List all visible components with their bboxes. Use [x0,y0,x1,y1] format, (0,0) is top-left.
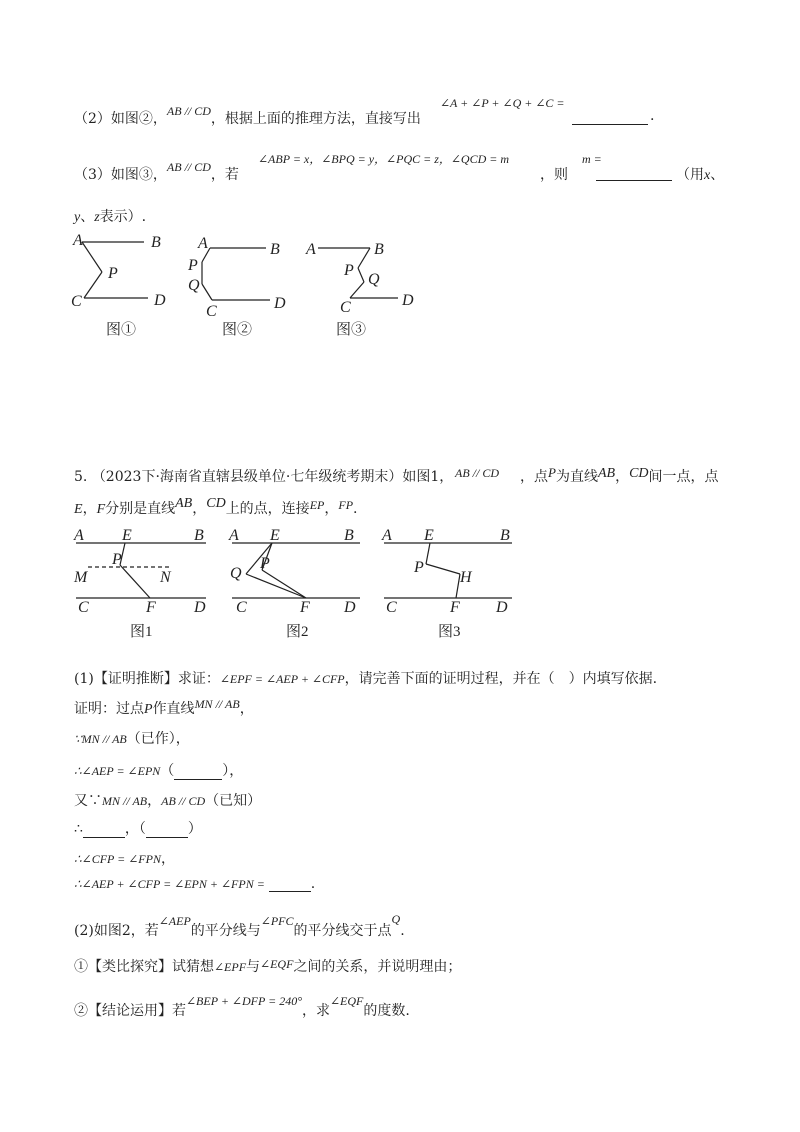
q4-fig2-label-a: A [198,235,208,252]
q5-part2-s1c: 与 [246,959,261,975]
q5-proof-line7 [74,876,315,892]
q5-proof3b: （ [160,763,175,779]
q4-fig3 [318,248,398,298]
q5-CD: CD [629,466,649,481]
q4-fig3-line-pq [358,268,364,282]
q5-fig3-line-ph [426,564,460,574]
q4-p2-parallel: AB // CD [166,104,211,118]
q5-part2-c: 的平分线交于点 [293,923,392,939]
q5-proof3-blank[interactable] [174,765,222,780]
q5-proof5-blank1[interactable] [83,823,125,838]
q4-fig3-caption: 图③ [336,322,367,338]
q5-fig2-line-pf [262,570,306,598]
q4-fig2-caption: 图② [222,322,253,338]
q5-proof-line5 [74,818,202,838]
q5-proof-line6 [74,848,175,868]
q5-fig2-label-a: A [229,527,239,544]
q5-fig2-label-c: C [236,599,247,616]
q4-fig3-label-d: D [402,292,414,309]
q4-p3-biaoshi: 表示）. [99,209,147,225]
q4-p3-prefix: （3）如图③， [74,167,167,183]
q4-fig2-label-b: B [270,241,280,258]
q5-proof5b: ，（ [124,821,146,837]
q5-fig3-line-ep [426,543,430,564]
q5-part1-line [74,668,657,688]
q5-part2-b: 的平分线与 [190,923,261,939]
q5-header-line1b [520,466,719,486]
q5-F: F [96,502,106,517]
q5-part2-s2e: 的度数. [363,1003,410,1019]
q4-fig2-label-d: D [274,295,286,312]
q5-proof6b: ， [160,851,175,867]
q4-fig2-line-qc [202,284,212,300]
q5-fig3-caption: 图3 [438,624,461,640]
q5-proof-line1 [74,698,254,718]
q5-fig1-label-b: B [194,527,204,544]
q4-p3-ruo: ，若 [210,167,239,183]
q4-fig1-label-d: D [154,292,166,309]
q5-part2-line [74,912,405,940]
q5-proof4d: AB // CD [161,794,206,808]
q5-fig3-label-f: F [450,599,460,616]
q5-sep2: ， [192,501,207,517]
q5-fig1-label-a: A [74,527,84,544]
q5-fig3 [384,543,512,598]
q5-part2-s1e: 之间的关系，并说明理由； [293,959,462,975]
q5-fig1-label-p: P [112,551,122,568]
q5-rest2: 为直线 [555,469,598,485]
q5-fig1-label-f: F [146,599,156,616]
q5-header-line2 [74,498,357,518]
q5-proof5a: ∴ [74,821,83,837]
q5-EP: EP [309,498,325,512]
q4-p3-x: x [704,168,711,183]
q4-p3-ze: ，则 [540,167,568,183]
q5-part2-a: (2)如图2，若 [74,923,159,939]
q5-lianjie: 上的点，连接 [225,501,310,517]
q5-proof2a: ∵MN // AB [74,732,127,746]
q5-CD2: CD [206,496,226,511]
q5-fig1 [76,543,206,598]
q5-sep3: ， [324,501,339,517]
q5-figures [60,524,530,644]
q5-proof7b: . [310,876,316,892]
q5-fig2-label-q: Q [230,565,242,582]
q5-proof1c: 作直线 [152,701,195,717]
q5-fig2-label-b: B [344,527,354,544]
q5-proof2b: （已作）， [126,731,190,747]
q5-header-line1 [74,466,453,486]
q5-part2-s2a: ②【结论运用】若 [74,1003,186,1019]
q5-fig3-label-p: P [414,559,424,576]
q4-p2-prefix: （2）如图②， [74,111,167,127]
q4-fig2-label-c: C [206,303,217,320]
q4-p3-sep: 、 [80,209,95,225]
q5-fig3-label-h: H [460,569,472,586]
q4-fig3-label-p: P [344,262,354,279]
q4-fig3-label-c: C [340,299,351,316]
q5-P: P [548,465,556,480]
q5-fig2-line-qf [246,574,306,598]
q5-proof4e: （已知） [205,793,262,809]
q4-fig1-label-a: A [73,232,83,249]
q5-fig2-label-p: P [260,555,270,572]
q4-fig1-label-p: P [108,265,118,282]
q5-proof6: ∴∠CFP = ∠FPN [74,852,161,866]
q5-fig1-label-n: N [160,569,171,586]
q4-fig1-label-b: B [151,234,161,251]
q5-source: （2023下·海南省直辖县级单位·七年级统考期末）如图1， [91,469,454,485]
q5-proof7-blank[interactable] [269,877,311,892]
q5-proof3a: ∴∠AEP = ∠EPN [74,764,161,778]
q4-p2-expr: ∠A + ∠P + ∠Q + ∠C = [440,96,565,110]
q4-fig2 [202,248,270,300]
q5-num: 5. [74,469,88,485]
q5-fig1-label-m: M [74,569,88,586]
q5-fig1-label-d: D [194,599,206,616]
q4-p3-yong: （用 [676,167,704,183]
q5-sep1: ， [82,501,97,517]
q5-fig3-label-c: C [386,599,397,616]
q5-proof4b: MN // AB [102,794,148,808]
q5-part2-s2d: ∠EQF [330,994,364,1008]
q5-proof1e: ， [239,701,254,717]
q5-fig3-label-b: B [500,527,510,544]
q5-proof5-blank2[interactable] [146,823,188,838]
q4-fig3-label-b: B [374,241,384,258]
q5-part2-s1d: ∠EQF [260,957,294,971]
q4-fig3-label-q: Q [368,271,380,288]
q5-parallel: AB // CD [455,466,499,480]
q5-fig2 [232,543,360,598]
q5-proof3c: ）， [222,763,244,779]
q4-p2-end: . [650,108,655,124]
q5-proof1a: 证明：过点 [74,701,144,717]
q5-fig1-line-pf [120,565,150,598]
q5-rest3: 间一点，点 [648,469,719,485]
q5-fig1-label-c: C [78,599,89,616]
q5-AB: AB [597,466,616,481]
q5-part1-expr: ∠EPF = ∠AEP + ∠CFP [219,672,345,686]
q4-fig3-line-bp [358,248,370,268]
q5-fig2-label-e: E [270,527,280,544]
q5-fig3-label-a: A [382,527,392,544]
q4-figures [60,228,440,348]
q5-E: E [74,502,83,517]
q4-p3-parallel: AB // CD [166,160,211,174]
q4-fig1-line-pc [84,272,102,298]
q4-fig1-line-ap [82,242,102,272]
q5-part2-s2b: ∠BEP + ∠DFP = 240° [186,994,302,1008]
q5-comma: ， [615,469,630,485]
q4-p3-y: y [74,210,81,225]
q5-proof-line3 [74,760,243,780]
q5-part2-q: Q [391,912,401,926]
q5-rest: ，点 [520,469,548,485]
q5-proof1b: P [144,702,153,717]
q4-fig2-label-q: Q [188,277,200,294]
q5-proof-line2 [74,728,190,748]
q4-p3-dun: 、 [710,167,725,183]
q4-p3-answer-blank[interactable] [596,166,672,181]
q4-p3-line2 [74,206,146,226]
q5-AB2: AB [175,496,193,511]
q4-p3-z: z [94,210,100,225]
q5-part2-pfc: ∠PFC [260,914,294,928]
q5-part2-s1a: ①【类比探究】试猜想 [74,959,214,975]
q5-fig1-label-e: E [122,527,132,544]
q5-proof1d: MN // AB [194,697,240,711]
q4-fig1-label-c: C [71,293,82,310]
q4-p2-answer-blank[interactable] [572,110,648,125]
q5-fig3-label-d: D [496,599,508,616]
q4-fig3-line-qc [350,282,364,298]
q4-p3-conds: ∠ABP = x，∠BPQ = y，∠PQC = z，∠QCD = m [258,152,510,166]
q5-fig1-caption: 图1 [130,624,153,640]
q5-fig2-caption: 图2 [286,624,309,640]
q5-fig2-label-d: D [344,599,356,616]
q5-proof4a: 又∵ [74,793,102,809]
q5-proof4c: ， [147,793,162,809]
q5-part1-a: (1)【证明推断】求证： [74,671,220,687]
q5-fig3-label-e: E [424,527,434,544]
q5-part2-s1 [74,956,461,976]
q4-p3-m-eq: m = [582,152,602,166]
q5-fig2-label-f: F [300,599,310,616]
q4-fig3-label-a: A [306,241,316,258]
q5-proof-line4 [74,790,261,810]
q5-end: . [353,501,358,517]
q5-part2-d: . [400,923,405,939]
q5-FP: FP [338,498,354,512]
q5-part1-b: ，请完善下面的证明过程，并在（ ）内填写依据. [344,671,658,687]
q4-fig1-caption: 图① [106,322,137,338]
q5-fenbie: 分别是直线 [105,501,176,517]
q4-part2-line [74,104,421,128]
q4-part3-line [74,160,239,184]
q4-p2-middle: ，根据上面的推理方法，直接写出 [210,111,421,127]
q5-proof5c: ） [187,821,202,837]
q5-part2-s2 [74,994,410,1020]
q4-fig2-label-p: P [188,257,198,274]
q5-part2-s2c: ，求 [302,1003,330,1019]
q5-part2-aep: ∠AEP [158,914,191,928]
q5-proof7: ∴∠AEP + ∠CFP = ∠EPN + ∠FPN = [74,877,265,891]
q5-part2-s1b: ∠EPF [214,960,247,974]
q4-p3-yong-line [676,164,724,184]
